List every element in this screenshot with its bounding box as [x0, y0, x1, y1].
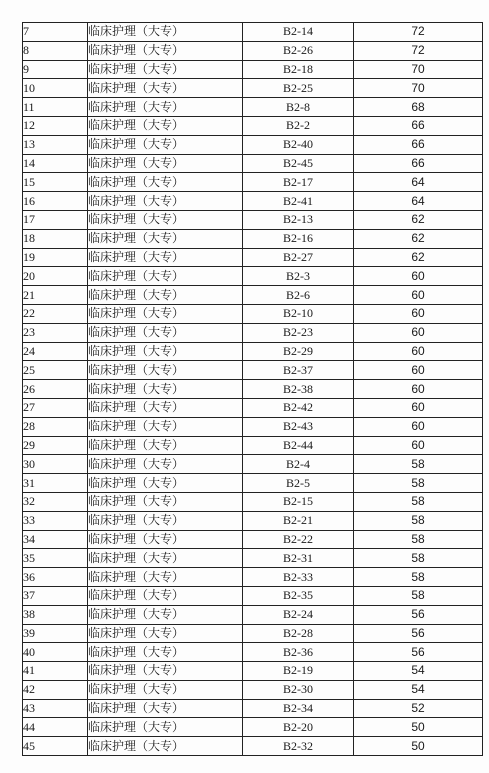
table-row — [23, 680, 483, 699]
row-number-cell: 41 — [23, 662, 88, 681]
candidate-id-cell: B2-24 — [243, 605, 354, 624]
row-number-cell: 21 — [23, 286, 88, 305]
table-row — [23, 135, 483, 154]
table-row — [23, 436, 483, 455]
major-cell: 临床护理（大专） — [88, 586, 243, 605]
candidate-id-cell: B2-5 — [243, 474, 354, 493]
table-row — [23, 624, 483, 643]
score-cell: 60 — [354, 267, 483, 286]
table-row — [23, 267, 483, 286]
major-cell: 临床护理（大专） — [88, 511, 243, 530]
major-cell: 临床护理（大专） — [88, 417, 243, 436]
score-cell: 58 — [354, 474, 483, 493]
candidate-id-cell: B2-34 — [243, 699, 354, 718]
major-cell: 临床护理（大专） — [88, 248, 243, 267]
row-number-cell: 40 — [23, 643, 88, 662]
candidate-id-cell: B2-2 — [243, 116, 354, 135]
candidate-id-cell: B2-16 — [243, 229, 354, 248]
score-cell: 60 — [354, 398, 483, 417]
row-number-cell: 15 — [23, 173, 88, 192]
score-cell: 58 — [354, 568, 483, 587]
major-cell: 临床护理（大专） — [88, 680, 243, 699]
score-cell: 68 — [354, 98, 483, 117]
table-row — [23, 662, 483, 681]
row-number-cell: 43 — [23, 699, 88, 718]
score-cell: 62 — [354, 248, 483, 267]
candidate-id-cell: B2-22 — [243, 530, 354, 549]
candidate-id-cell: B2-29 — [243, 342, 354, 361]
table-row — [23, 173, 483, 192]
candidate-id-cell: B2-31 — [243, 549, 354, 568]
row-number-cell: 13 — [23, 135, 88, 154]
score-cell: 50 — [354, 737, 483, 756]
score-cell: 70 — [354, 60, 483, 79]
row-number-cell: 12 — [23, 116, 88, 135]
row-number-cell: 39 — [23, 624, 88, 643]
table-row — [23, 605, 483, 624]
row-number-cell: 9 — [23, 60, 88, 79]
candidate-id-cell: B2-27 — [243, 248, 354, 267]
major-cell: 临床护理（大专） — [88, 455, 243, 474]
table-row — [23, 718, 483, 737]
candidate-id-cell: B2-8 — [243, 98, 354, 117]
major-cell: 临床护理（大专） — [88, 286, 243, 305]
major-cell: 临床护理（大专） — [88, 624, 243, 643]
score-cell: 60 — [354, 361, 483, 380]
candidate-id-cell: B2-44 — [243, 436, 354, 455]
table-row — [23, 98, 483, 117]
row-number-cell: 33 — [23, 511, 88, 530]
score-cell: 56 — [354, 643, 483, 662]
major-cell: 临床护理（大专） — [88, 361, 243, 380]
row-number-cell: 42 — [23, 680, 88, 699]
row-number-cell: 22 — [23, 304, 88, 323]
major-cell: 临床护理（大专） — [88, 380, 243, 399]
row-number-cell: 10 — [23, 79, 88, 98]
score-cell: 60 — [354, 342, 483, 361]
candidate-id-cell: B2-13 — [243, 210, 354, 229]
candidate-id-cell: B2-20 — [243, 718, 354, 737]
score-cell: 62 — [354, 229, 483, 248]
row-number-cell: 8 — [23, 41, 88, 60]
row-number-cell: 29 — [23, 436, 88, 455]
major-cell: 临床护理（大专） — [88, 323, 243, 342]
score-cell: 54 — [354, 680, 483, 699]
candidate-id-cell: B2-25 — [243, 79, 354, 98]
table-row — [23, 737, 483, 756]
table-row — [23, 210, 483, 229]
score-cell: 52 — [354, 699, 483, 718]
major-cell: 临床护理（大专） — [88, 492, 243, 511]
score-cell: 54 — [354, 662, 483, 681]
row-number-cell: 34 — [23, 530, 88, 549]
table-row — [23, 417, 483, 436]
row-number-cell: 17 — [23, 210, 88, 229]
candidate-id-cell: B2-26 — [243, 41, 354, 60]
score-cell: 58 — [354, 455, 483, 474]
row-number-cell: 38 — [23, 605, 88, 624]
row-number-cell: 37 — [23, 586, 88, 605]
row-number-cell: 24 — [23, 342, 88, 361]
table-row — [23, 79, 483, 98]
table-row — [23, 323, 483, 342]
score-cell: 66 — [354, 116, 483, 135]
candidate-id-cell: B2-42 — [243, 398, 354, 417]
row-number-cell: 19 — [23, 248, 88, 267]
row-number-cell: 28 — [23, 417, 88, 436]
candidate-id-cell: B2-38 — [243, 380, 354, 399]
row-number-cell: 36 — [23, 568, 88, 587]
major-cell: 临床护理（大专） — [88, 342, 243, 361]
candidate-id-cell: B2-3 — [243, 267, 354, 286]
table-row — [23, 380, 483, 399]
major-cell: 临床护理（大专） — [88, 568, 243, 587]
table-row — [23, 474, 483, 493]
major-cell: 临床护理（大专） — [88, 154, 243, 173]
candidate-id-cell: B2-18 — [243, 60, 354, 79]
candidate-id-cell: B2-15 — [243, 492, 354, 511]
major-cell: 临床护理（大专） — [88, 267, 243, 286]
major-cell: 临床护理（大专） — [88, 530, 243, 549]
table-row — [23, 286, 483, 305]
candidate-id-cell: B2-37 — [243, 361, 354, 380]
candidate-id-cell: B2-43 — [243, 417, 354, 436]
major-cell: 临床护理（大专） — [88, 549, 243, 568]
candidate-id-cell: B2-19 — [243, 662, 354, 681]
table-row — [23, 586, 483, 605]
score-table-body — [23, 23, 483, 756]
major-cell: 临床护理（大专） — [88, 41, 243, 60]
candidate-id-cell: B2-32 — [243, 737, 354, 756]
major-cell: 临床护理（大专） — [88, 135, 243, 154]
table-row — [23, 361, 483, 380]
table-row — [23, 568, 483, 587]
table-row — [23, 23, 483, 42]
table-row — [23, 492, 483, 511]
score-cell: 60 — [354, 304, 483, 323]
table-row — [23, 304, 483, 323]
major-cell: 临床护理（大专） — [88, 210, 243, 229]
score-cell: 60 — [354, 380, 483, 399]
major-cell: 临床护理（大专） — [88, 173, 243, 192]
major-cell: 临床护理（大专） — [88, 116, 243, 135]
score-cell: 58 — [354, 586, 483, 605]
score-cell: 60 — [354, 286, 483, 305]
score-cell: 60 — [354, 436, 483, 455]
score-cell: 60 — [354, 417, 483, 436]
major-cell: 临床护理（大专） — [88, 79, 243, 98]
row-number-cell: 16 — [23, 192, 88, 211]
major-cell: 临床护理（大专） — [88, 23, 243, 42]
score-table — [22, 22, 483, 756]
table-row — [23, 455, 483, 474]
row-number-cell: 35 — [23, 549, 88, 568]
candidate-id-cell: B2-41 — [243, 192, 354, 211]
table-row — [23, 699, 483, 718]
major-cell: 临床护理（大专） — [88, 643, 243, 662]
candidate-id-cell: B2-10 — [243, 304, 354, 323]
score-cell: 64 — [354, 192, 483, 211]
major-cell: 临床护理（大专） — [88, 436, 243, 455]
major-cell: 临床护理（大专） — [88, 98, 243, 117]
candidate-id-cell: B2-23 — [243, 323, 354, 342]
row-number-cell: 30 — [23, 455, 88, 474]
candidate-id-cell: B2-4 — [243, 455, 354, 474]
score-cell: 58 — [354, 511, 483, 530]
score-cell: 58 — [354, 530, 483, 549]
table-row — [23, 549, 483, 568]
row-number-cell: 23 — [23, 323, 88, 342]
candidate-id-cell: B2-45 — [243, 154, 354, 173]
major-cell: 临床护理（大专） — [88, 474, 243, 493]
row-number-cell: 32 — [23, 492, 88, 511]
score-cell: 72 — [354, 41, 483, 60]
table-row — [23, 60, 483, 79]
score-cell: 62 — [354, 210, 483, 229]
candidate-id-cell: B2-14 — [243, 23, 354, 42]
table-row — [23, 116, 483, 135]
major-cell: 临床护理（大专） — [88, 662, 243, 681]
row-number-cell: 18 — [23, 229, 88, 248]
table-row — [23, 643, 483, 662]
candidate-id-cell: B2-21 — [243, 511, 354, 530]
major-cell: 临床护理（大专） — [88, 229, 243, 248]
row-number-cell: 25 — [23, 361, 88, 380]
table-row — [23, 229, 483, 248]
table-row — [23, 342, 483, 361]
row-number-cell: 7 — [23, 23, 88, 42]
score-cell: 50 — [354, 718, 483, 737]
row-number-cell: 26 — [23, 380, 88, 399]
row-number-cell: 45 — [23, 737, 88, 756]
candidate-id-cell: B2-17 — [243, 173, 354, 192]
table-row — [23, 530, 483, 549]
major-cell: 临床护理（大专） — [88, 304, 243, 323]
candidate-id-cell: B2-36 — [243, 643, 354, 662]
candidate-id-cell: B2-35 — [243, 586, 354, 605]
score-cell: 66 — [354, 154, 483, 173]
row-number-cell: 31 — [23, 474, 88, 493]
row-number-cell: 11 — [23, 98, 88, 117]
major-cell: 临床护理（大专） — [88, 605, 243, 624]
table-row — [23, 154, 483, 173]
major-cell: 临床护理（大专） — [88, 718, 243, 737]
score-cell: 58 — [354, 492, 483, 511]
major-cell: 临床护理（大专） — [88, 737, 243, 756]
major-cell: 临床护理（大专） — [88, 398, 243, 417]
candidate-id-cell: B2-33 — [243, 568, 354, 587]
major-cell: 临床护理（大专） — [88, 60, 243, 79]
table-row — [23, 248, 483, 267]
candidate-id-cell: B2-6 — [243, 286, 354, 305]
candidate-id-cell: B2-30 — [243, 680, 354, 699]
candidate-id-cell: B2-28 — [243, 624, 354, 643]
major-cell: 临床护理（大专） — [88, 192, 243, 211]
table-row — [23, 511, 483, 530]
score-cell: 60 — [354, 323, 483, 342]
score-cell: 70 — [354, 79, 483, 98]
score-cell: 64 — [354, 173, 483, 192]
score-cell: 56 — [354, 624, 483, 643]
table-row — [23, 398, 483, 417]
score-cell: 66 — [354, 135, 483, 154]
row-number-cell: 44 — [23, 718, 88, 737]
row-number-cell: 14 — [23, 154, 88, 173]
score-cell: 58 — [354, 549, 483, 568]
row-number-cell: 27 — [23, 398, 88, 417]
score-cell: 56 — [354, 605, 483, 624]
score-cell: 72 — [354, 23, 483, 42]
row-number-cell: 20 — [23, 267, 88, 286]
table-row — [23, 41, 483, 60]
candidate-id-cell: B2-40 — [243, 135, 354, 154]
major-cell: 临床护理（大专） — [88, 699, 243, 718]
table-row — [23, 192, 483, 211]
